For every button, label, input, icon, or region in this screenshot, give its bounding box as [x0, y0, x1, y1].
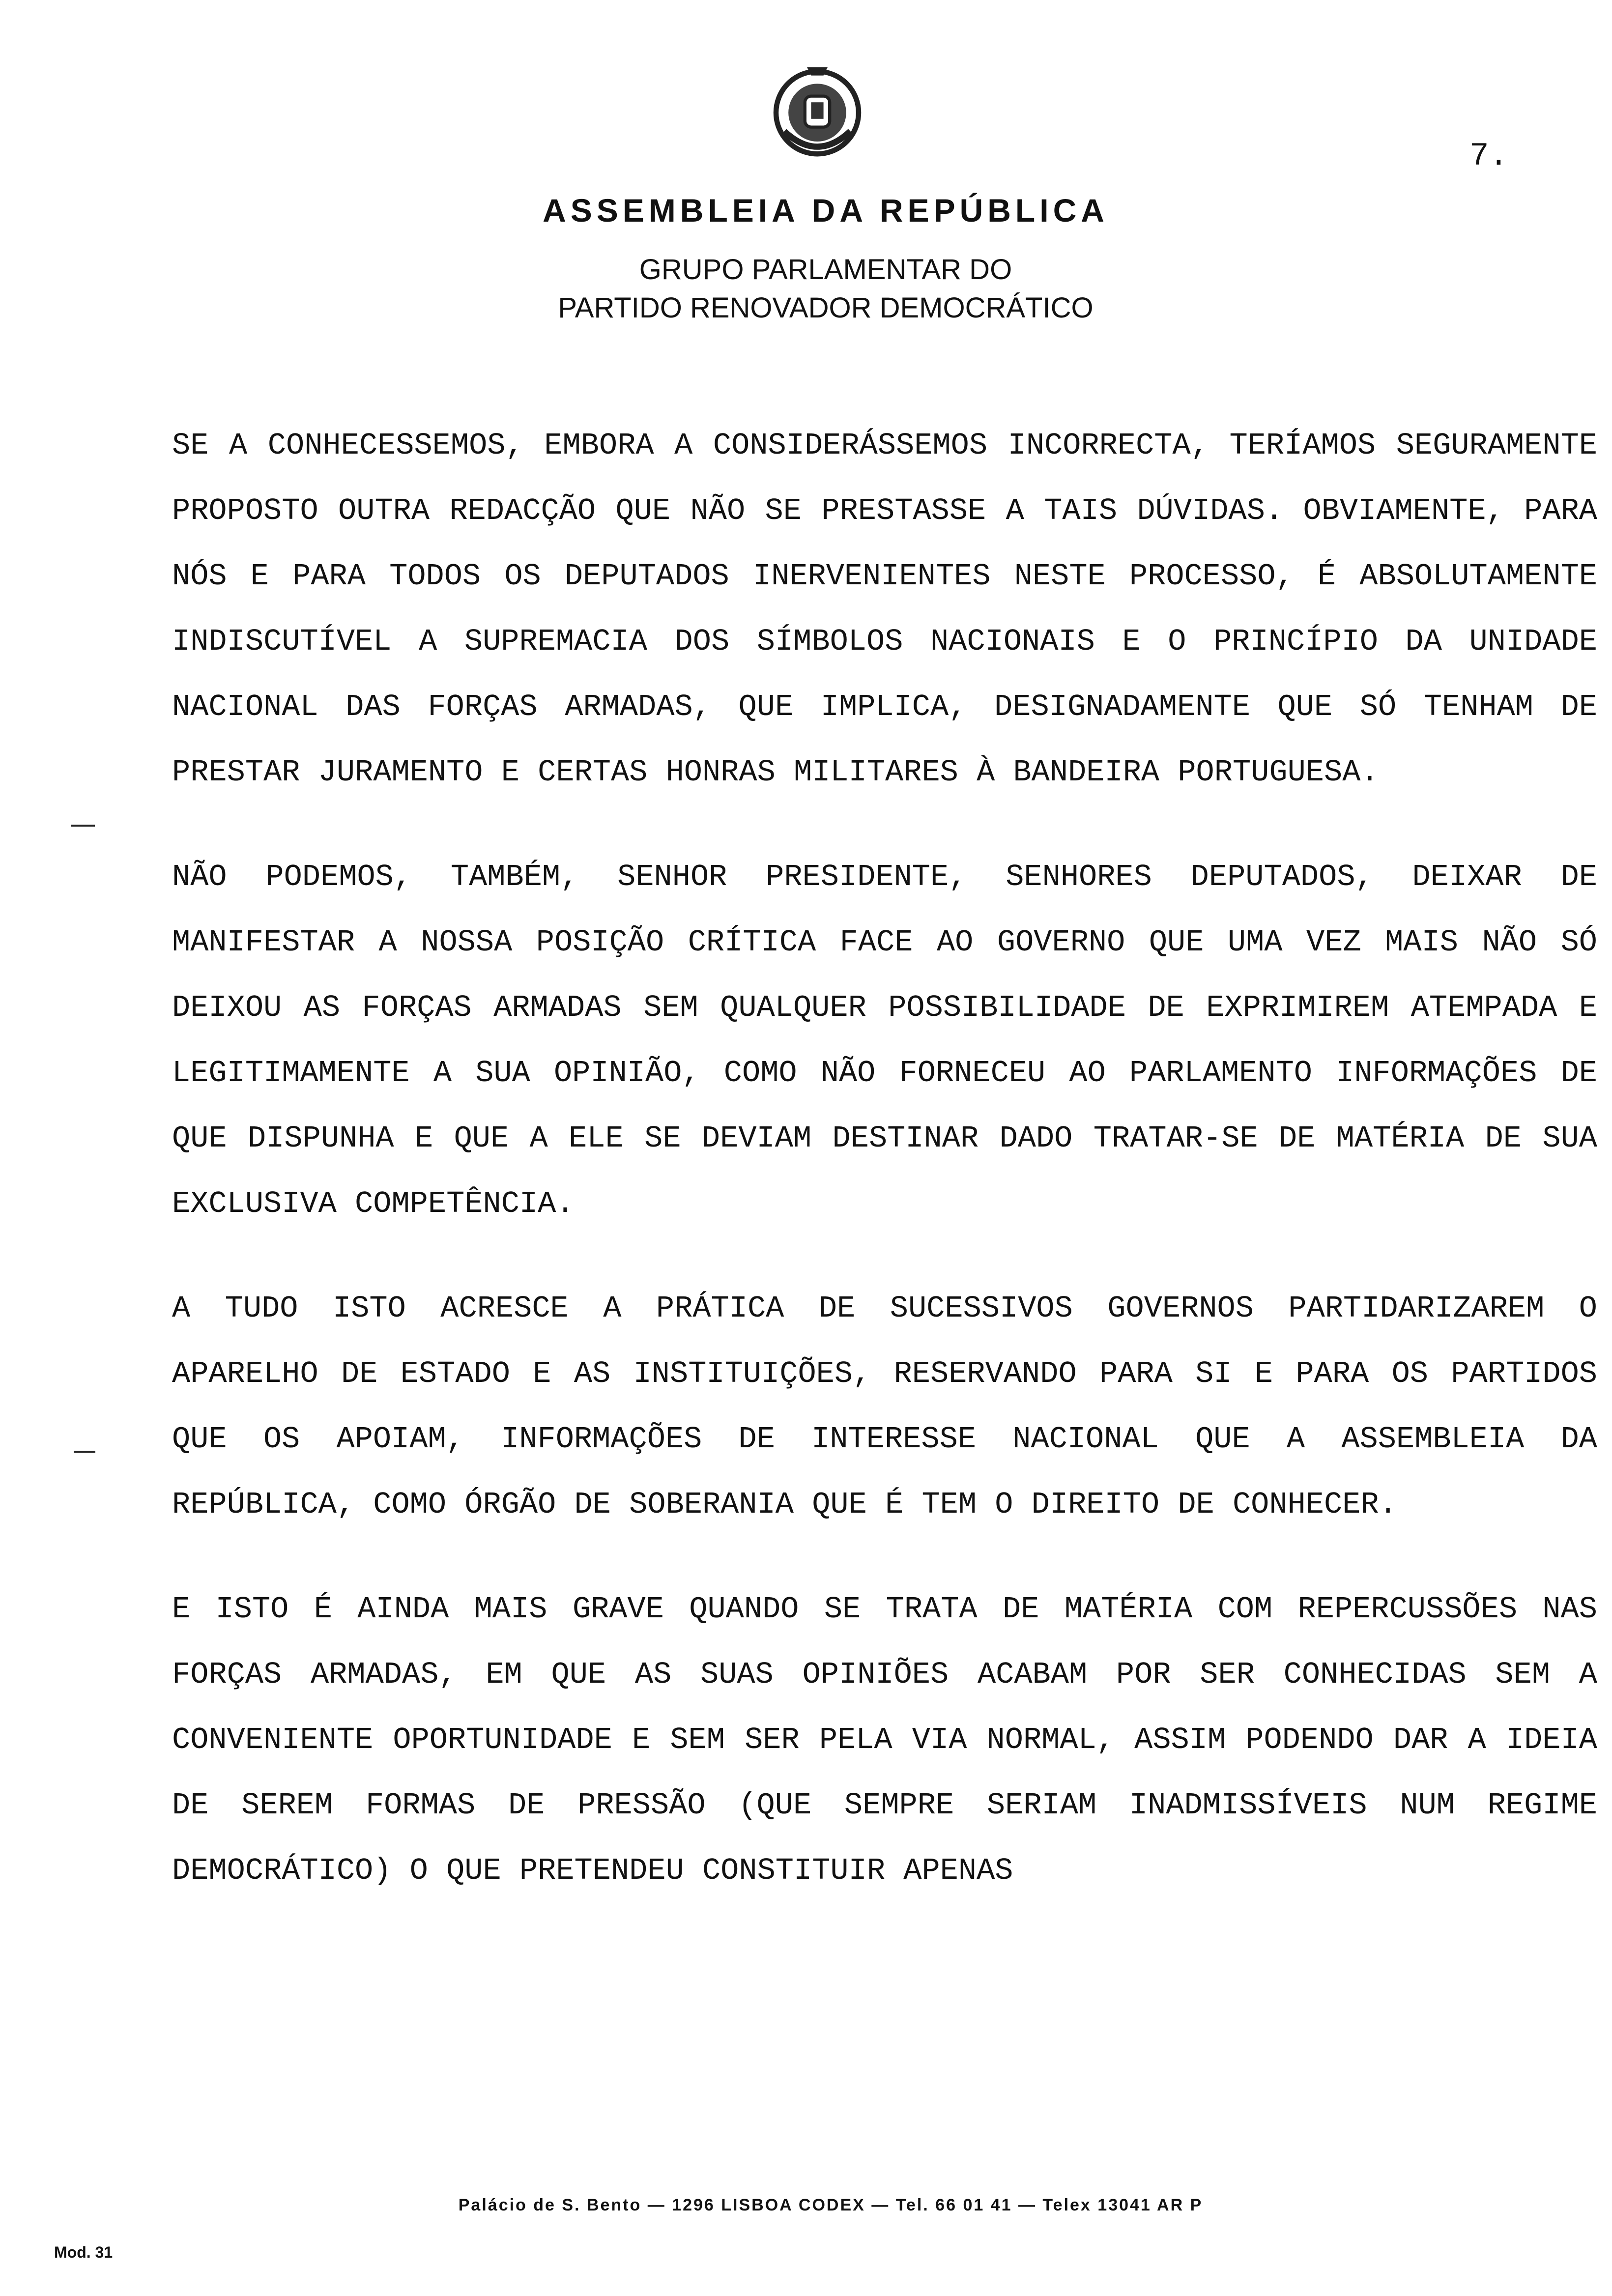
paragraph-3: A TUDO ISTO ACRESCE A PRÁTICA DE SUCESSIVOS GOVERNOS PARTIDARIZAREM O APARELHO DE ESTADO E AS INSTITUIÇÕES, RESERVANDO PARA SI E PARA OS PARTIDOS QUE OS APOIAM, INFORMAÇÕES DE INTERESSE NACIONAL QUE A ASSEMBLEIA DA REPÚBLICA, COMO ÓRGÃO DE SOBERANIA QUE É TEM O DIREITO DE CONHECER.	[172, 1291, 1597, 1522]
page-number: 7.	[1469, 138, 1509, 174]
margin-mark	[74, 1451, 95, 1453]
paragraph-2: NÃO PODEMOS, TAMBÉM, SENHOR PRESIDENTE, SENHORES DEPUTADOS, DEIXAR DE MANIFESTAR A NOSSA POSIÇÃO CRÍTICA FACE AO GOVERNO QUE UMA VEZ MAIS NÃO SÓ DEIXOU AS FORÇAS ARMADAS SEM QUALQUER POSSIBILIDADE DE EXPRIMIREM ATEMPADA E LEGITIMAMENTE A SUA OPINIÃO, COMO NÃO FORNECEU AO PARLAMENTO INFORMAÇÕES DE QUE DISPUNHA E QUE A ELE SE DEVIAM DESTINAR DADO TRATAR-SE DE MATÉRIA DE SUA EXCLUSIVA COMPETÊNCIA.	[172, 860, 1597, 1221]
paragraph-1: SE A CONHECESSEMOS, EMBORA A CONSIDERÁSSEMOS INCORRECTA, TERÍAMOS SEGURAMENTE PROPOSTO OUTRA REDACÇÃO QUE NÃO SE PRESTASSE A TAIS DÚVIDAS. OBVIAMENTE, PARA NÓS E PARA TODOS OS DEPUTADOS INERVENIENTES NESTE PROCESSO, É ABSOLUTAMENTE INDISCUTÍVEL A SUPREMACIA DOS SÍMBOLOS NACIONAIS E O PRINCÍPIO DA UNIDADE NACIONAL DAS FORÇAS ARMADAS, QUE IMPLICA, DESIGNADAMENTE QUE SÓ TENHAM DE PRESTAR JURAMENTO E CERTAS HONRAS MILITARES À BANDEIRA PORTUGUESA.	[172, 428, 1597, 790]
group-line-1: GRUPO PARLAMENTAR DO	[639, 254, 1012, 286]
institution-title: ASSEMBLEIA DA REPÚBLICA	[543, 192, 1109, 229]
paragraph-4: E ISTO É AINDA MAIS GRAVE QUANDO SE TRATA DE MATÉRIA COM REPERCUSSÕES NAS FORÇAS ARMADAS, EM QUE AS SUAS OPINIÕES ACABAM POR SER CONHECIDAS SEM A CONVENIENTE OPORTUNIDADE E SEM SER PELA VIA NORMAL, ASSIM PODENDO DAR A IDEIA DE SEREM FORMAS DE PRESSÃO (QUE SEMPRE SERIAM INADMISSÍVEIS NUM REGIME DEMOCRÁTICO) O QUE PRETENDEU CONSTITUIR APENAS	[172, 1592, 1597, 1888]
document-body	[172, 413, 1597, 1943]
coat-of-arms-emblem	[766, 59, 869, 162]
letterhead	[0, 192, 1612, 327]
margin-mark	[71, 825, 95, 827]
footer-address: Palácio de S. Bento — 1296 LISBOA CODEX — Tel. 66 01 41 — Telex 13041 AR P	[458, 2196, 1203, 2214]
group-line-2: PARTIDO RENOVADOR DEMOCRÁTICO	[558, 292, 1094, 324]
form-code: Mod. 31	[54, 2243, 113, 2261]
parliamentary-group	[0, 251, 1612, 327]
